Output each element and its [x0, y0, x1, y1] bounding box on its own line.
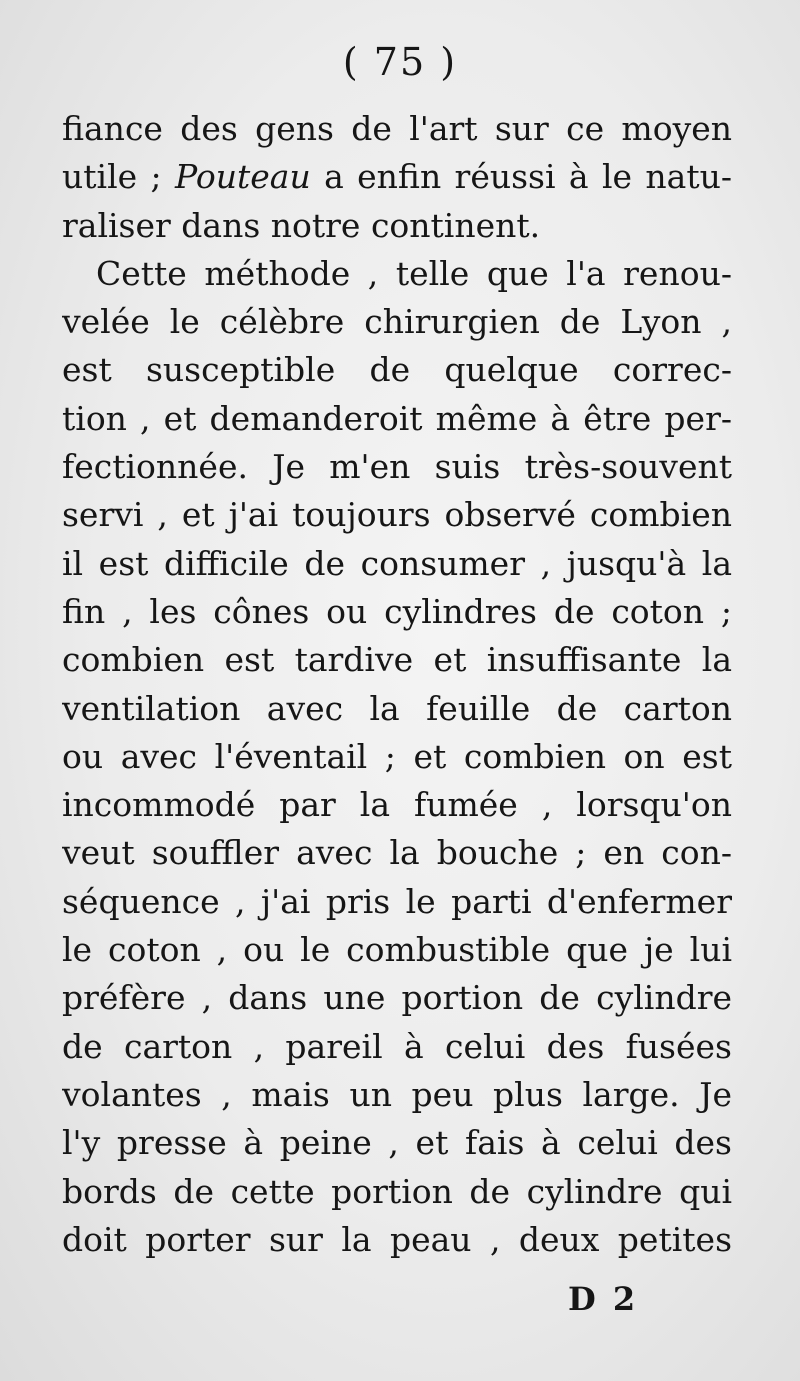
text-line: préfère , dans une portion de cylindre — [62, 978, 732, 1018]
body-text — [62, 105, 732, 1264]
text-line: séquence , j'ai pris le parti d'enfermer — [62, 881, 732, 921]
text-line: doit porter sur la peau , deux petites — [62, 1219, 732, 1259]
text-segment: a enfin réussi à le natu- — [310, 157, 732, 197]
text-line: Cette méthode , telle que l'a renou- — [96, 253, 732, 293]
text-line: fin , les cônes ou cylindres de coton ; — [62, 591, 732, 631]
signature-mark: D 2 — [568, 1280, 639, 1318]
page-number: ( 75 ) — [342, 40, 458, 84]
text-line: fiance des gens de l'art sur ce moyen — [62, 109, 732, 148]
text-line: l'y presse à peine , et fais à celui des — [62, 1123, 732, 1163]
text-line: de carton , pareil à celui des fusées — [62, 1026, 732, 1066]
text-line: velée le célèbre chirurgien de Lyon , — [62, 302, 732, 342]
text-line: est susceptible de quelque correc- — [62, 350, 732, 390]
text-line: le coton , ou le combustible que je lui — [62, 930, 732, 970]
text-line — [62, 153, 732, 201]
text-line: il est difficile de consumer , jusqu'à la — [62, 543, 732, 583]
text-line: bords de cette portion de cylindre qui — [62, 1171, 732, 1211]
text-line: ou avec l'éventail ; et combien on est — [62, 736, 732, 776]
text-line: ventilation avec la feuille de carton — [62, 688, 732, 728]
text-segment: utile ; — [62, 157, 176, 197]
text-line: raliser dans notre continent. — [62, 205, 541, 245]
text-line: veut souffler avec la bouche ; en con- — [62, 833, 732, 873]
text-line: fectionnée. Je m'en suis très-souvent — [62, 447, 732, 487]
italic-name: Pouteau — [175, 157, 311, 197]
text-line: combien est tardive et insuffisante la — [62, 640, 732, 680]
text-line: incommodé par la fumée , lorsqu'on — [62, 785, 732, 825]
text-line: servi , et j'ai toujours observé combien — [62, 495, 732, 535]
text-line: volantes , mais un peu plus large. Je — [62, 1074, 732, 1114]
text-line: tion , et demanderoit même à être per- — [62, 398, 732, 438]
